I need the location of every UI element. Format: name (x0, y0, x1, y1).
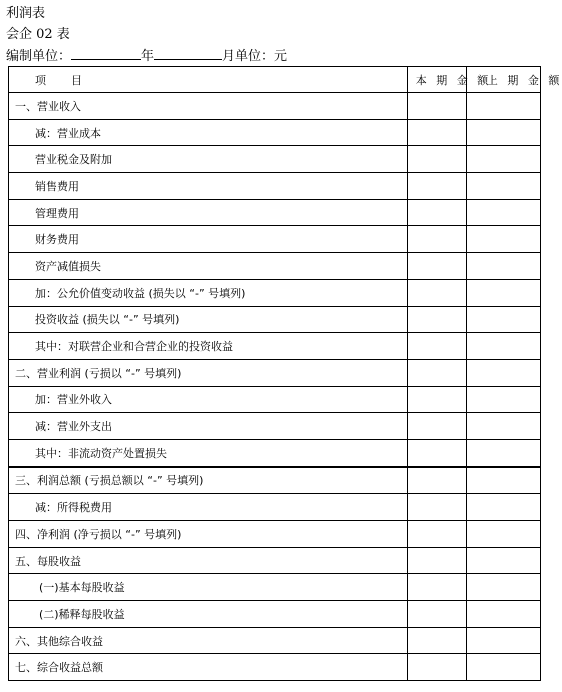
row-label: 七、综合收益总额 (9, 654, 408, 681)
current-amount-cell[interactable] (407, 359, 466, 386)
row-label: 五、每股收益 (9, 547, 408, 574)
table-header-row (9, 67, 541, 93)
current-amount-cell[interactable] (407, 574, 466, 601)
current-amount-cell[interactable] (407, 413, 466, 440)
table-row (9, 601, 541, 628)
prior-amount-cell[interactable] (466, 547, 540, 574)
prior-amount-cell[interactable] (466, 306, 540, 333)
table-row (9, 119, 541, 146)
prior-amount-cell[interactable] (466, 146, 540, 173)
table-row (9, 173, 541, 200)
table-row (9, 333, 541, 360)
statement-title: 利润表 (6, 6, 46, 21)
table-row (9, 306, 541, 333)
row-label: 减：营业外支出 (9, 413, 408, 440)
row-label: 加：营业外收入 (9, 386, 408, 413)
table-row (9, 199, 541, 226)
current-amount-cell[interactable] (407, 467, 466, 494)
prior-amount-cell[interactable] (466, 253, 540, 280)
table-row (9, 467, 541, 494)
row-label: 减：营业成本 (9, 119, 408, 146)
unit-label: 编制单位： (6, 49, 72, 64)
row-label: 三、利润总额 (亏损总额以 “-” 号填列) (9, 467, 408, 494)
table-row (9, 253, 541, 280)
table-row (9, 547, 541, 574)
header-prior-amount: 上 期 金 额 (466, 67, 540, 93)
current-amount-cell[interactable] (407, 333, 466, 360)
prior-amount-cell[interactable] (466, 279, 540, 306)
row-label: 财务费用 (9, 226, 408, 253)
prior-amount-cell[interactable] (466, 574, 540, 601)
table-row (9, 146, 541, 173)
row-label: 管理费用 (9, 199, 408, 226)
table-row (9, 439, 541, 466)
prior-amount-cell[interactable] (466, 93, 540, 120)
current-amount-cell[interactable] (407, 119, 466, 146)
prior-amount-cell[interactable] (466, 627, 540, 654)
row-label: 资产减值损失 (9, 253, 408, 280)
prior-amount-cell[interactable] (466, 467, 540, 494)
current-amount-cell[interactable] (407, 547, 466, 574)
row-label: 六、其他综合收益 (9, 627, 408, 654)
row-label: 加：公允价值变动收益 (损失以 “-” 号填列) (9, 279, 408, 306)
row-label: 四、净利润 (净亏损以 “-” 号填列) (9, 521, 408, 548)
row-label: 其中：对联营企业和合营企业的投资收益 (9, 333, 408, 360)
prior-amount-cell[interactable] (466, 173, 540, 200)
row-label: 投资收益 (损失以 “-” 号填列) (9, 306, 408, 333)
year-label: 年 (141, 49, 155, 64)
table-row (9, 627, 541, 654)
table-row (9, 494, 541, 521)
month-unit-label: 月单位：元 (222, 49, 288, 64)
table-row (9, 226, 541, 253)
prior-amount-cell[interactable] (466, 226, 540, 253)
current-amount-cell[interactable] (407, 226, 466, 253)
prior-amount-cell[interactable] (466, 654, 540, 681)
row-label: 二、营业利润 (亏损以 “-” 号填列) (9, 359, 408, 386)
prior-amount-cell[interactable] (466, 199, 540, 226)
row-label: 其中：非流动资产处置损失 (9, 439, 408, 466)
current-amount-cell[interactable] (407, 654, 466, 681)
current-amount-cell[interactable] (407, 627, 466, 654)
current-amount-cell[interactable] (407, 199, 466, 226)
row-label: 营业税金及附加 (9, 146, 408, 173)
prior-amount-cell[interactable] (466, 413, 540, 440)
prior-amount-cell[interactable] (466, 601, 540, 628)
current-amount-cell[interactable] (407, 306, 466, 333)
header-current-amount: 本 期 金 额 (407, 67, 466, 93)
prior-amount-cell[interactable] (466, 494, 540, 521)
row-label: 减：所得税费用 (9, 494, 408, 521)
row-label: 销售费用 (9, 173, 408, 200)
income-statement-table (8, 66, 562, 681)
current-amount-cell[interactable] (407, 146, 466, 173)
table-row (9, 521, 541, 548)
row-label: 一、营业收入 (9, 93, 408, 120)
unit-blank (71, 46, 141, 60)
prior-amount-cell[interactable] (466, 386, 540, 413)
current-amount-cell[interactable] (407, 386, 466, 413)
prior-amount-cell[interactable] (466, 333, 540, 360)
month-blank (154, 46, 222, 60)
table-row (9, 654, 541, 681)
current-amount-cell[interactable] (407, 173, 466, 200)
table-row (9, 93, 541, 120)
current-amount-cell[interactable] (407, 439, 466, 466)
current-amount-cell[interactable] (407, 494, 466, 521)
prior-amount-cell[interactable] (466, 119, 540, 146)
current-amount-cell[interactable] (407, 279, 466, 306)
form-code: 会企 02 表 (6, 27, 70, 42)
table-row (9, 359, 541, 386)
table-row (9, 279, 541, 306)
current-amount-cell[interactable] (407, 253, 466, 280)
table-row (9, 386, 541, 413)
header-item: 项 目 (9, 67, 408, 93)
preparer-line (6, 46, 287, 65)
prior-amount-cell[interactable] (466, 359, 540, 386)
prior-amount-cell[interactable] (466, 439, 540, 466)
table-row (9, 413, 541, 440)
row-label: (一)基本每股收益 (9, 574, 408, 601)
current-amount-cell[interactable] (407, 93, 466, 120)
current-amount-cell[interactable] (407, 601, 466, 628)
row-label: (二)稀释每股收益 (9, 601, 408, 628)
table-row (9, 574, 541, 601)
current-amount-cell[interactable] (407, 521, 466, 548)
prior-amount-cell[interactable] (466, 521, 540, 548)
